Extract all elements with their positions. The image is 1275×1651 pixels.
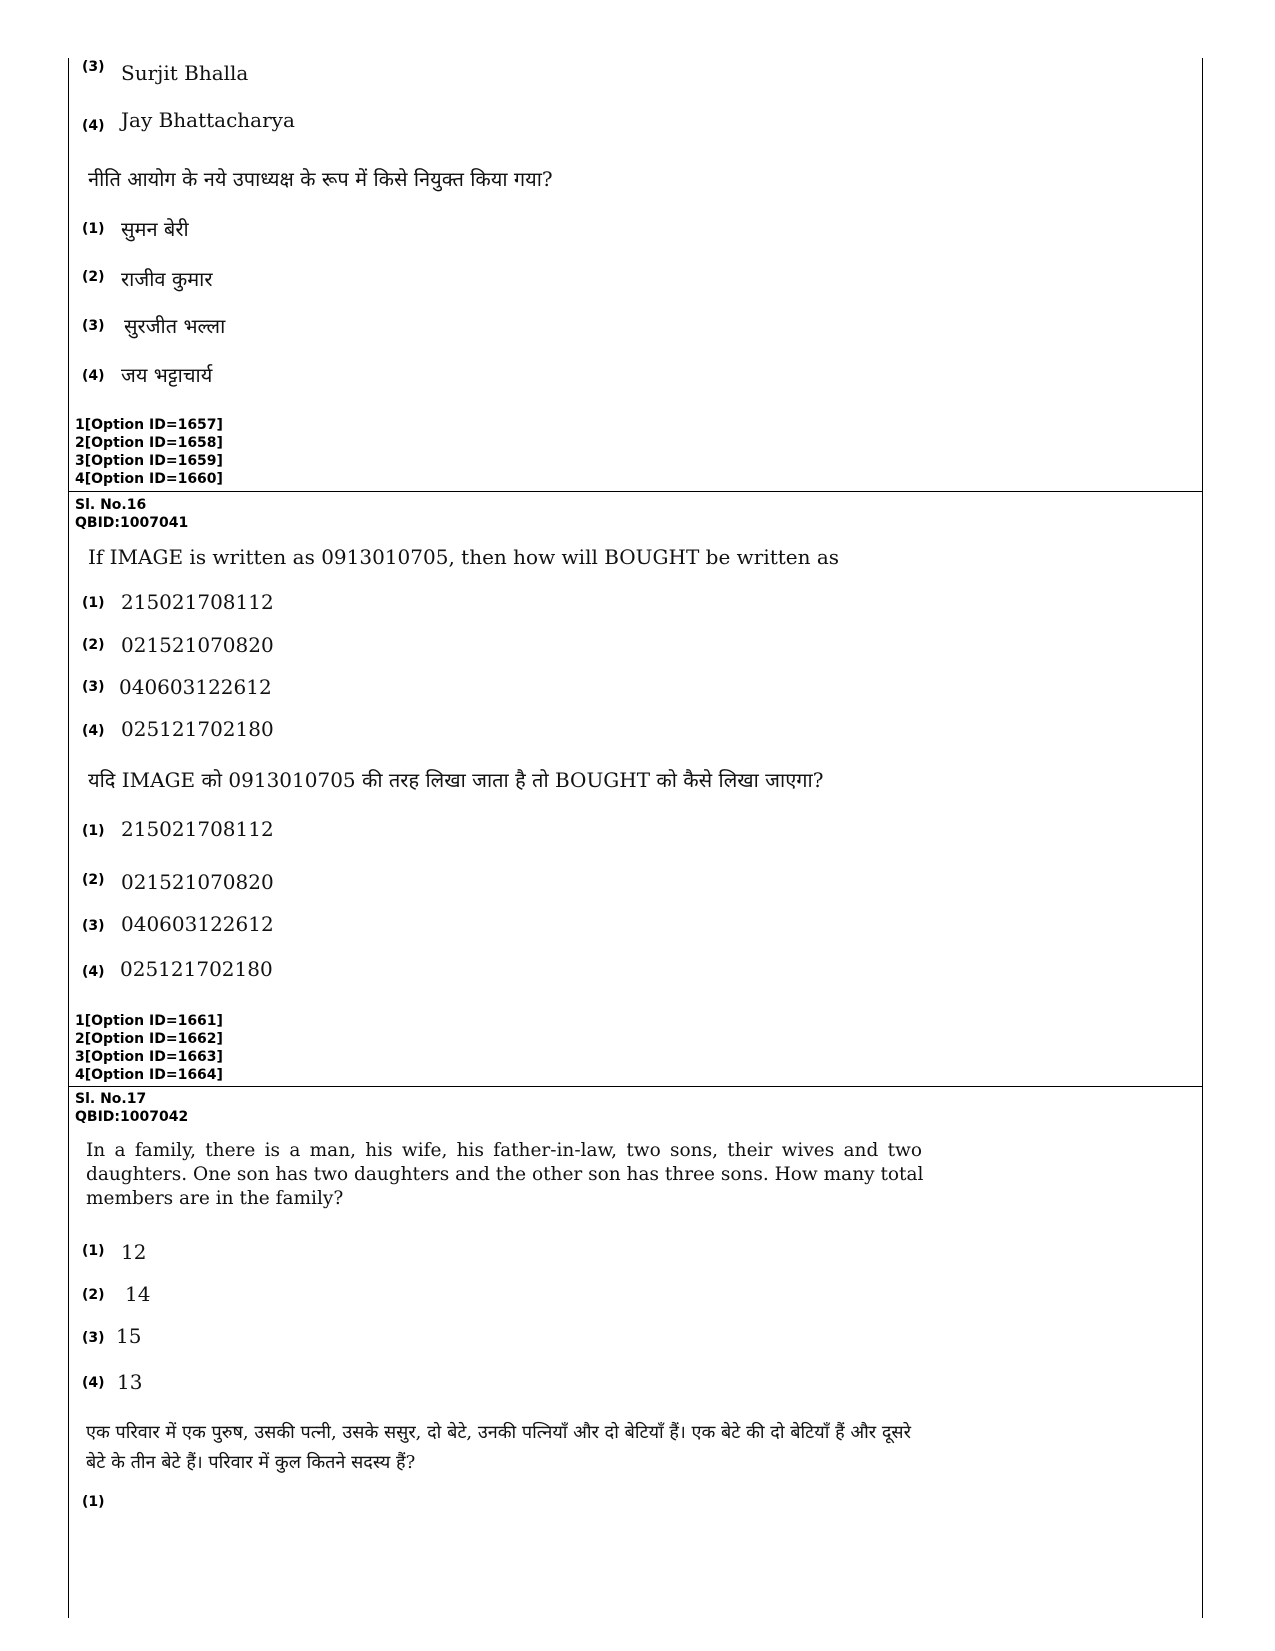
option-id: 2[Option ID=1658] [75,435,223,451]
option-text: 12 [121,1240,147,1264]
option-number: (1) [82,823,105,839]
option-number: (3) [82,918,105,934]
option-id: 3[Option ID=1659] [75,453,223,469]
question-line: members are in the family? [86,1188,344,1209]
option-number: (2) [82,269,105,285]
option-text: सुरजीत भल्ला [124,314,226,338]
option-id: 4[Option ID=1660] [75,471,223,487]
section-divider [68,1086,1203,1087]
option-id: 1[Option ID=1661] [75,1013,223,1029]
qbid: QBID:1007042 [75,1109,189,1125]
option-number: (2) [82,1287,105,1303]
question-text-english: If IMAGE is written as 0913010705, then how will BOUGHT be written as [88,545,840,569]
option-text: 215021708112 [121,817,274,841]
option-text: 040603122612 [121,912,274,936]
option-number: (3) [82,318,105,334]
option-number: (1) [82,221,105,237]
section-divider [68,491,1203,492]
question-header [75,1090,188,1126]
option-id-list [75,1012,223,1084]
option-number: (1) [82,1494,105,1510]
option-text: जय भट्टाचार्य [121,363,213,387]
option-text: 040603122612 [119,675,272,699]
question-line: एक परिवार में एक पुरुष, उसकी पत्नी, उसके ससुर, दो बेटे, उनकी पत्नियाँ और दो बेटियाँ हैं। एक बेटे की दो बेटियाँ हैं और दूसरे [86,1422,911,1443]
option-number: (2) [82,872,105,888]
option-text: 025121702180 [121,717,274,741]
option-number: (1) [82,1243,105,1259]
option-text: 13 [117,1370,143,1394]
question-text-hindi: यदि IMAGE को 0913010705 की तरह लिखा जाता है तो BOUGHT को कैसे लिखा जाएगा? [88,768,824,792]
option-number: (4) [82,723,105,739]
question-line: daughters. One son has two daughters and the other son has three sons. How many total [86,1164,924,1185]
option-number: (3) [82,59,105,75]
question-text-hindi [86,1418,911,1478]
option-text: 025121702180 [120,957,273,981]
qbid: QBID:1007041 [75,515,189,531]
option-number: (2) [82,637,105,653]
option-id: 2[Option ID=1662] [75,1031,223,1047]
option-text: 021521070820 [121,633,274,657]
option-text: 021521070820 [121,870,274,894]
option-number: (3) [82,679,105,695]
option-text: 15 [116,1324,142,1348]
option-id-list [75,416,223,488]
option-number: (4) [82,368,105,384]
option-number: (4) [82,964,105,980]
option-id: 3[Option ID=1663] [75,1049,223,1065]
option-id: 4[Option ID=1664] [75,1067,223,1083]
serial-number: Sl. No.17 [75,1091,147,1107]
option-text: Surjit Bhalla [121,61,249,85]
serial-number: Sl. No.16 [75,497,147,513]
question-header [75,496,188,532]
question-text-hindi: नीति आयोग के नये उपाध्यक्ष के रूप में किसे नियुक्त किया गया? [88,167,553,191]
question-text-english [86,1139,922,1211]
option-text: 215021708112 [121,590,274,614]
option-text: सुमन बेरी [121,217,189,241]
option-id: 1[Option ID=1657] [75,417,223,433]
option-text: Jay Bhattacharya [121,108,295,132]
option-number: (1) [82,595,105,611]
option-number: (3) [82,1330,105,1346]
question-line: बेटे के तीन बेटे हैं। परिवार में कुल कितने सदस्य हैं? [86,1452,416,1473]
option-number: (4) [82,1375,105,1391]
option-number: (4) [82,118,105,134]
question-line: In a family, there is a man, his wife, his father-in-law, two sons, their wives and two [86,1140,922,1161]
option-text: राजीव कुमार [121,267,213,291]
option-text: 14 [125,1282,151,1306]
